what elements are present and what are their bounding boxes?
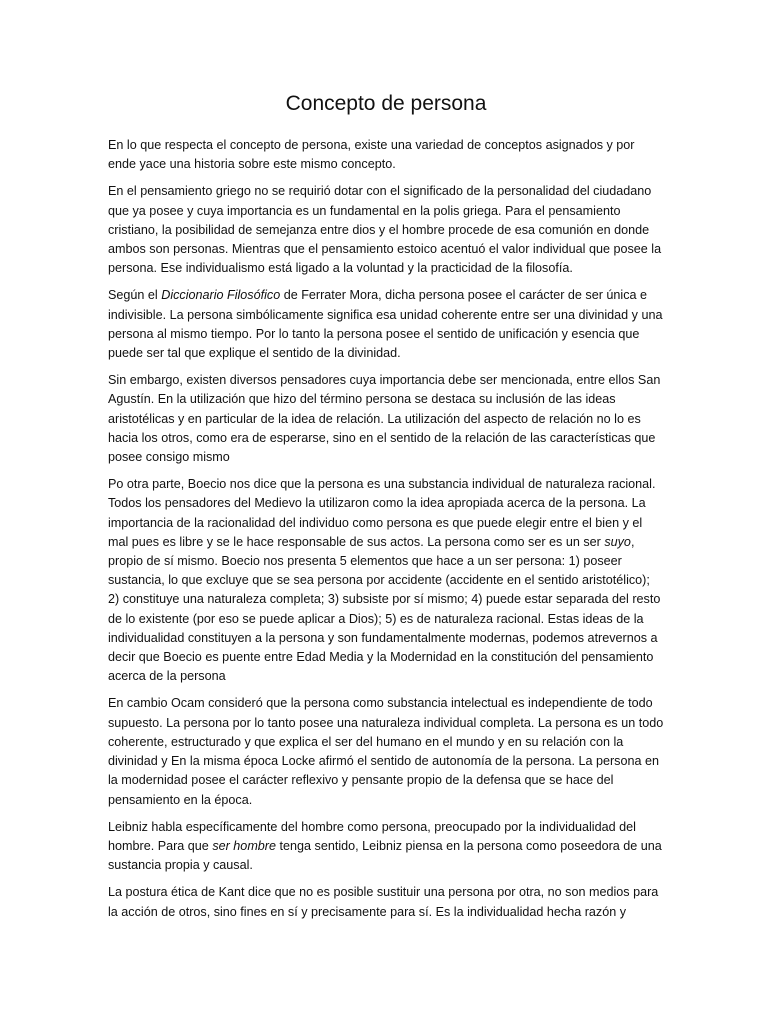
text-span: Leibniz habla específicamente del hombre como persona, preocupado por la individualidad del hombre. Para que: [108, 819, 636, 853]
document-title: Concepto de persona: [285, 92, 487, 115]
document-page: [108, 90, 664, 930]
paragraph-greek-thought: En el pensamiento griego no se requirió dotar con el significado de la personalidad del ciudadano que ya posee y cuya importancia es un fundamental en la polis griega. Para el pensamiento cristiano, la posibilidad de semejanza entre dios y el hombre procede de esa comunión en donde ambos son personas. Mientras que el pensamiento estoico acentuó el valor individual que posee la persona. Ese individualismo está ligado a la voluntad y la practicidad de la filosofía.: [108, 184, 662, 276]
paragraph-intro: En lo que respecta el concepto de persona, existe una variedad de conceptos asignados y por ende yace una historia sobre este mismo concepto.: [108, 138, 635, 172]
text-span: Po otra parte, Boecio nos dice que la persona es una substancia individual de naturaleza racional. Todos los pensadores del Medievo la utilizaron como la idea apropiada acerca de la persona. La importancia de la racionalidad del individuo como persona es que puede elegir entre el bien y el mal pues es libre y se le hace responsable de sus actos. La persona como ser es un ser: [108, 477, 656, 549]
italic-term: suyo: [604, 534, 631, 549]
paragraph-ocam: En cambio Ocam consideró que la persona como substancia intelectual es independiente de todo supuesto. La persona por lo tanto posee una naturaleza individual completa. La persona es un todo coherente, estructurado y que explica el ser del humano en el mundo y en su relación con la divinidad y En la misma época Locke afirmó el sentido de autonomía de la persona. La persona en la modernidad posee el carácter reflexivo y pensante propio de la defensa que se hace del pensamiento en la época.: [108, 696, 664, 807]
text-span: tenga sentido, Leibniz piensa en la persona como poseedora de una sustancia propia y causal.: [108, 838, 662, 873]
paragraph-san-agustin: Sin embargo, existen diversos pensadores cuya importancia debe ser mencionada, entre ellos San Agustín. En la utilización que hizo del término persona se destaca su inclusión de las ideas aristotélicas y en particular de la idea de relación. La utilización del aspecto de relación no lo es hacia los otros, como era de esperarse, sino en el sentido de la relación de las características que posee consigo mismo: [108, 373, 661, 465]
paragraph-ferrater-mora: [108, 286, 664, 363]
text-span: , propio de sí mismo. Boecio nos presenta 5 elementos que hace a un ser persona: 1) poseer sustancia, lo que excluye que se sea persona por accidente (accidente en el sentido aristotélico); 2) constituye una naturaleza completa; 3) subsiste por sí mismo; 4) puede estar separada del resto de lo existente (por eso se puede aplicar a Dios); 5) es de naturaleza racional. Estas ideas de la individualidad constituyen a la persona y son fundamentalmente modernas, podemos atrevernos a decir que Boecio es puente entre Edad Media y la Modernidad en la constitución del pensamiento acerca de la persona: [108, 534, 661, 684]
paragraph-leibniz: [108, 818, 664, 876]
book-title-italic: Diccionario Filosófico: [161, 288, 281, 303]
italic-term: ser hombre: [212, 838, 277, 853]
paragraph-boecio: [108, 475, 664, 686]
paragraph-kant: La postura ética de Kant dice que no es posible sustituir una persona por otra, no son medios para la acción de otros, sino fines en sí y precisamente para sí. Es la individualidad hecha razón y: [108, 885, 659, 919]
text-span: Según el: [108, 288, 162, 303]
text-span: de Ferrater Mora, dicha persona posee el carácter de ser única e indivisible. La persona simbólicamente significa esa unidad coherente entre ser una divinidad y una persona al mismo tiempo. Por lo tanto la persona posee el sentido de unificación y esencia que puede ser tal que explique el sentido de la divinidad.: [108, 288, 663, 361]
